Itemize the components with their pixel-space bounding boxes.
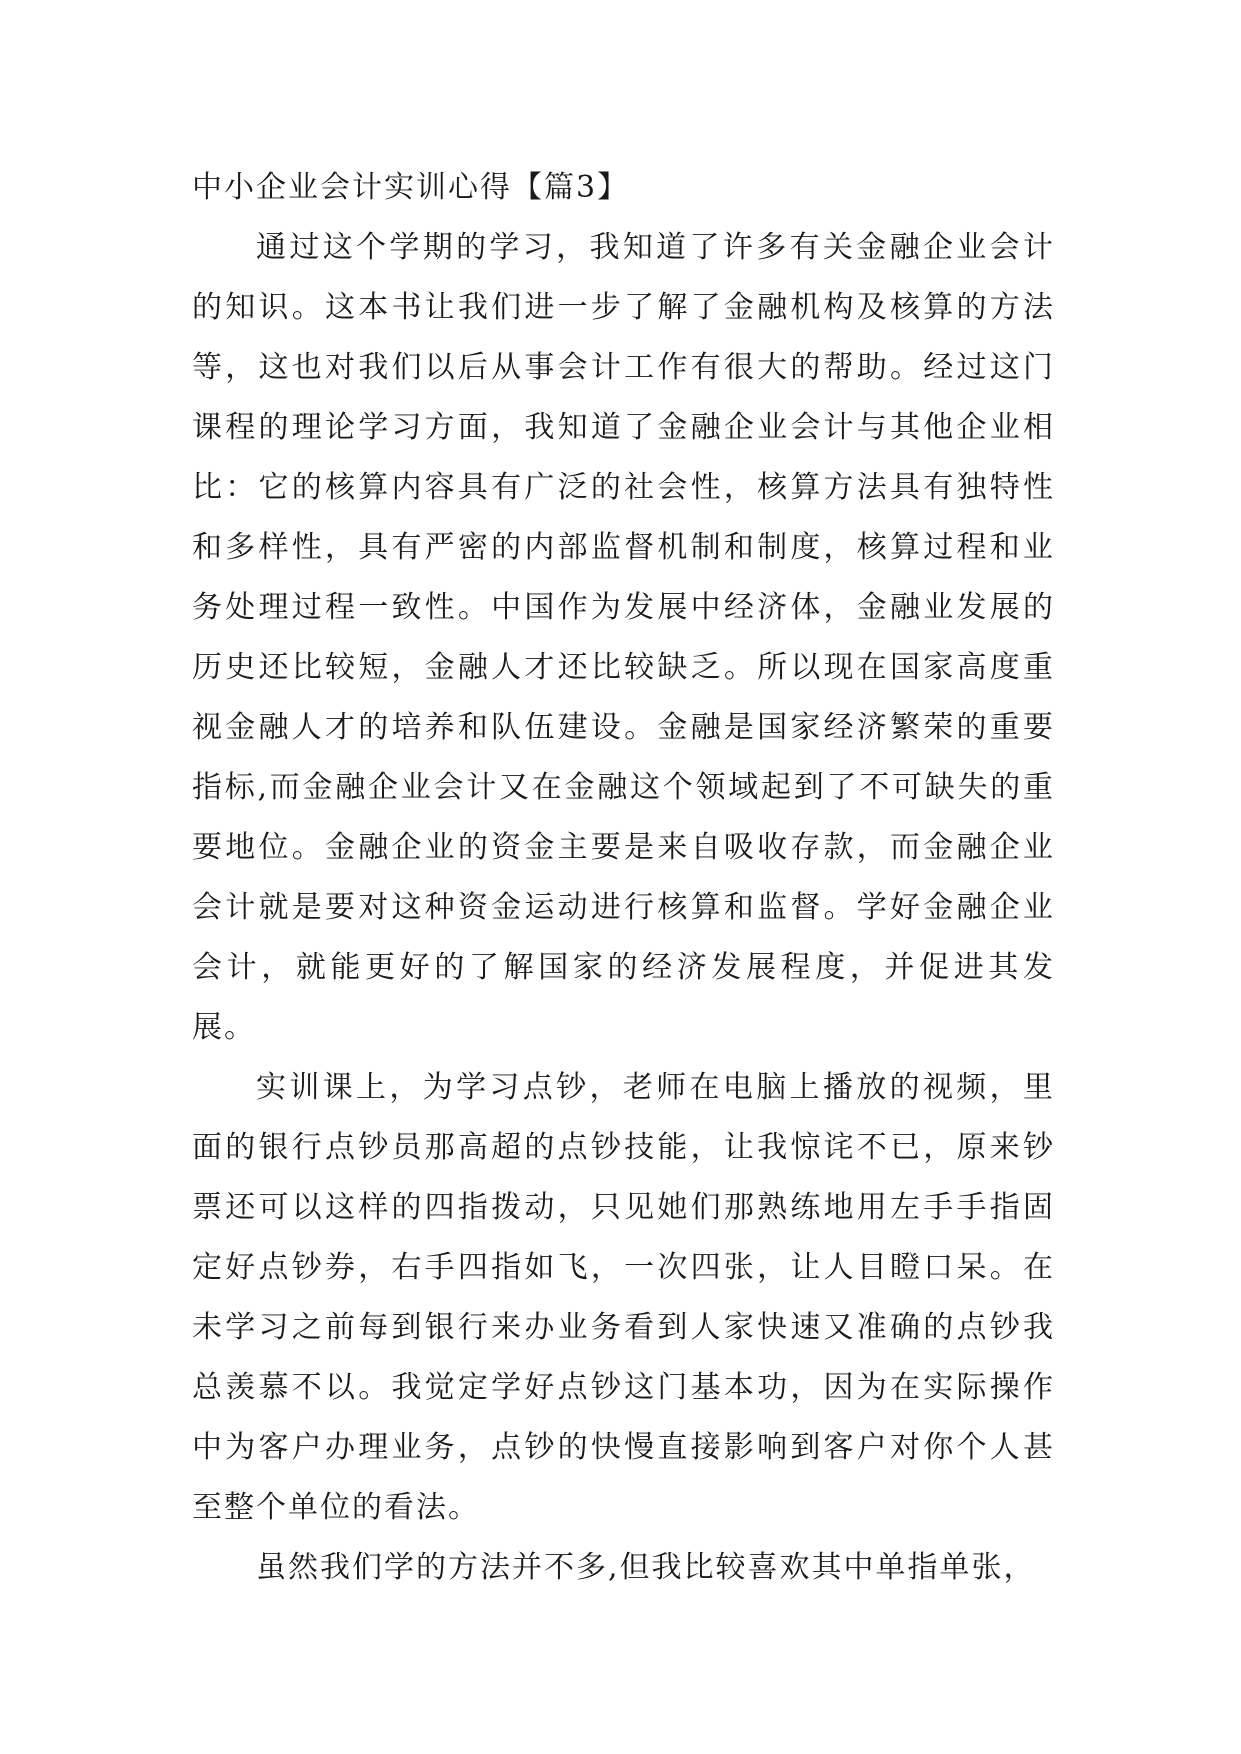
paragraph-2: 实训课上，为学习点钞，老师在电脑上播放的视频，里面的银行点钞员那高超的点钞技能，让我惊诧不已，原来钞票还可以这样的四指拨动，只见她们那熟练地用左手手指固定好点钞券，右手四指如飞，一次四张，让人目瞪口呆。在未学习之前每到银行来办业务看到人家快速又准确的点钞我总羡慕不以。我觉定学好点钞这门基本功，因为在实际操作中为客户办理业务，点钞的快慢直接影响到客户对你个人甚至整个单位的看法。	[192, 1070, 1055, 1525]
document-title: 中小企业会计实训心得【篇3】	[192, 170, 630, 205]
paragraph-3: 虽然我们学的方法并不多,但我比较喜欢其中单指单张，	[256, 1550, 1036, 1585]
document-body	[192, 158, 1055, 1598]
paragraph-1: 通过这个学期的学习，我知道了许多有关金融企业会计的知识。这本书让我们进一步了解了金融机构及核算的方法等，这也对我们以后从事会计工作有很大的帮助。经过这门课程的理论学习方面，我知道了金融企业会计与其他企业相比：它的核算内容具有广泛的社会性，核算方法具有独特性和多样性，具有严密的内部监督机制和制度，核算过程和业务处理过程一致性。中国作为发展中经济体，金融业发展的历史还比较短，金融人才还比较缺乏。所以现在国家高度重视金融人才的培养和队伍建设。金融是国家经济繁荣的重要指标,而金融企业会计又在金融这个领域起到了不可缺失的重要地位。金融企业的资金主要是来自吸收存款，而金融企业会计就是要对这种资金运动进行核算和监督。学好金融企业会计，就能更好的了解国家的经济发展程度，并促进其发展。	[192, 230, 1055, 1045]
